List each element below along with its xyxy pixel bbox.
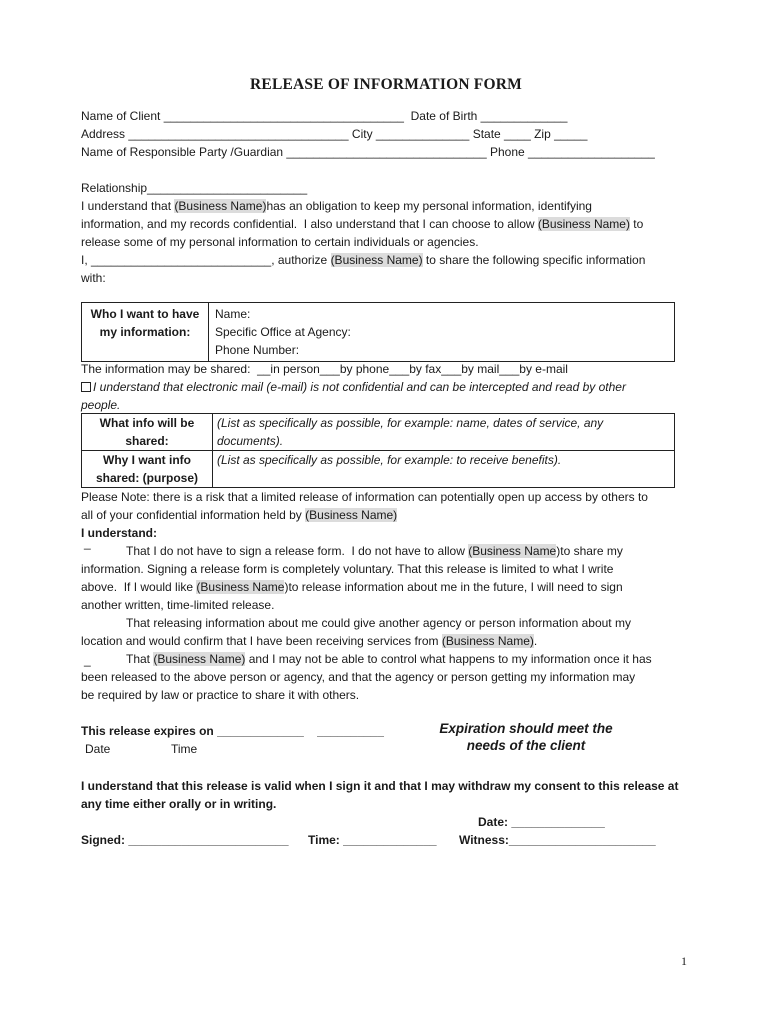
signature-date-field[interactable]: Date: ______________: [478, 815, 605, 829]
recipient-phone-field[interactable]: Phone Number:: [215, 343, 300, 357]
why-info-field[interactable]: (List as specifically as possible, for example: to receive benefits).: [213, 451, 675, 488]
what-info-field[interactable]: (List as specifically as possible, for example: name, dates of service, any documents).: [213, 414, 675, 451]
paragraph-line: release some of my personal information to certain individuals or agencies.: [81, 235, 479, 249]
validity-line: I understand that this release is valid when I sign it and that I may withdraw my consent to this release at: [81, 779, 679, 793]
signed-field[interactable]: Signed: ________________________: [81, 833, 289, 847]
what-info-label: What info will be shared:: [82, 414, 213, 451]
paragraph-line: information, and my records confidential. I also understand that I can choose to allow (Business Name) to: [81, 217, 644, 231]
note-line: Please Note: there is a risk that a limited release of information can potentially open up access by others to: [81, 490, 648, 504]
expires-line[interactable]: This release expires on _____________ __________: [81, 724, 384, 738]
business-name-highlight: (Business Name): [174, 199, 267, 213]
who-label: Who I want to have my information:: [82, 303, 209, 362]
validity-line-cont: any time either orally or in writing.: [81, 797, 277, 811]
client-line[interactable]: Name of Client ____________________________________ Date of Birth _____________: [81, 109, 568, 123]
business-name-highlight: (Business Name: [196, 580, 285, 594]
business-name-highlight: (Business Name): [305, 508, 398, 522]
understand-item-3: That (Business Name) and I may not be able to control what happens to my information once it has: [126, 652, 652, 666]
understand-item-3-marker[interactable]: _: [84, 653, 91, 667]
recipient-office-field[interactable]: Specific Office at Agency:: [215, 325, 351, 339]
relationship-line[interactable]: Relationship________________________: [81, 181, 308, 195]
business-name-highlight: (Business Name): [330, 253, 423, 267]
expires-time-label: Time: [171, 742, 198, 756]
understand-item-1-cont: above. If I would like (Business Name)to release information about me in the future, I will need to sign: [81, 580, 623, 594]
expires-date-label: Date: [85, 742, 111, 756]
responsible-party-line[interactable]: Name of Responsible Party /Guardian ______________________________ Phone ___________________: [81, 145, 655, 159]
business-name-highlight: (Business Name): [441, 634, 534, 648]
note-line: all of your confidential information held by (Business Name): [81, 508, 398, 522]
address-line[interactable]: Address _________________________________ City ______________ State ____ Zip _____: [81, 127, 588, 141]
authorize-line[interactable]: I, ___________________________, authorize (Business Name) to share the following specific information: [81, 253, 646, 267]
recipient-name-field[interactable]: Name:: [215, 307, 251, 321]
info-shared-table: [81, 413, 675, 488]
understand-item-1: That I do not have to sign a release form. I do not have to allow (Business Name)to share my: [126, 544, 623, 558]
understand-item-1-marker[interactable]: _: [84, 536, 91, 550]
understand-heading: I understand:: [81, 526, 158, 540]
recipient-table: [81, 302, 675, 362]
understand-item-3-cont: be required by law or practice to share it with others.: [81, 688, 360, 702]
paragraph-line: with:: [81, 271, 106, 285]
why-info-label: Why I want info shared: (purpose): [82, 451, 213, 488]
business-name-highlight: (Business Name: [468, 544, 557, 558]
expiration-note: Expiration should meet the needs of the client: [439, 721, 613, 753]
paragraph-line: I understand that (Business Name)has an obligation to keep my personal information, identifying: [81, 199, 592, 213]
witness-field[interactable]: Witness:______________________: [459, 833, 656, 847]
email-consent-checkbox[interactable]: [81, 382, 91, 392]
business-name-highlight: (Business Name): [537, 217, 630, 231]
time-field[interactable]: Time: ______________: [308, 833, 437, 847]
understand-item-3-cont: been released to the above person or agency, and that the agency or person getting my information may: [81, 670, 636, 684]
business-name-highlight: (Business Name): [153, 652, 246, 666]
email-consent-line[interactable]: I understand that electronic mail (e-mail) is not confidential and can be intercepted and read by other: [81, 380, 626, 395]
understand-item-1-cont: another written, time-limited release.: [81, 598, 275, 612]
page-number: 1: [681, 954, 687, 968]
understand-item-1-cont: information. Signing a release form is completely voluntary. That this release is limited to what I write: [81, 562, 614, 576]
understand-item-2: That releasing information about me could give another agency or person information about my: [126, 616, 631, 630]
email-consent-line-cont: people.: [81, 398, 121, 412]
shared-method-line[interactable]: The information may be shared: __in person___by phone___by fax___by mail___by e-mail: [81, 362, 568, 376]
page-title: RELEASE OF INFORMATION FORM: [250, 76, 522, 93]
understand-item-2-cont: location and would confirm that I have been receiving services from (Business Name).: [81, 634, 538, 648]
recipient-fields[interactable]: [209, 303, 675, 362]
